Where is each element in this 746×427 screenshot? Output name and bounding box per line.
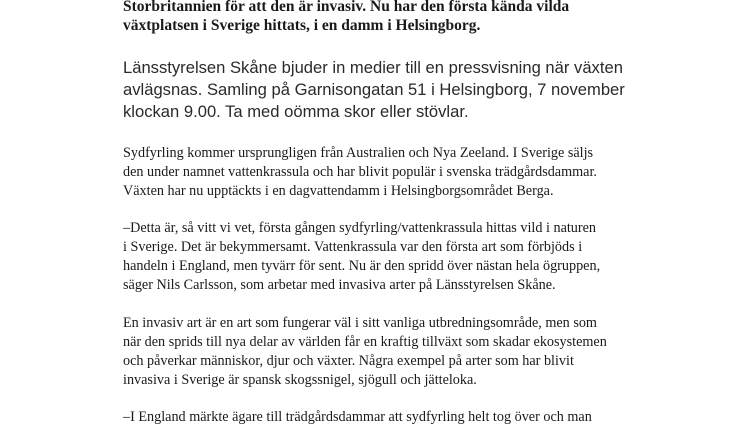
body-line: En invasiv art är en art som fungerar väl i sitt vanliga utbredningsområde, men som bbox=[123, 315, 597, 331]
intro-line: klockan 9.00. Ta med oömma skor eller stövlar. bbox=[123, 102, 469, 121]
body-line: invasiva i Sverige är spansk skogssnigel, sjögull och jätteloka. bbox=[123, 372, 477, 388]
body-line: när den sprids till nya delar av världen får en kraftig tillväxt som skadar ekosystemen bbox=[123, 334, 607, 350]
body-line: Sydfyrling kommer ursprungligen från Australien och Nya Zeeland. I Sverige säljs bbox=[123, 145, 594, 161]
body-paragraph-invasive-definition bbox=[123, 314, 723, 390]
body-line: Växten har nu upptäckts i en dagvattendamm i Helsingborgsområdet Berga. bbox=[123, 183, 554, 199]
intro-paragraph bbox=[123, 57, 723, 123]
body-line: den under namnet vattenkrassula och har blivit populär i svenska trädgårdsdammar. bbox=[123, 164, 597, 180]
body-line: och påverkar människor, djur och växter. Några exempel på arter som har blivit bbox=[123, 353, 574, 369]
body-line: i Sverige. Det är bekymmersamt. Vattenkrassula var den första art som förbjöds i bbox=[123, 239, 583, 255]
body-line: handeln i England, men tyvärr för sent. Nu är den spridd över nästan hela ögruppen, bbox=[123, 258, 601, 274]
body-line: säger Nils Carlsson, som arbetar med invasiva arter på Länsstyrelsen Skåne. bbox=[123, 277, 556, 293]
intro-line: Länsstyrelsen Skåne bjuder in medier till en pressvisning när växten bbox=[123, 58, 623, 77]
lead-line: Storbritannien för att den är invasiv. Nu har den första kända vilda bbox=[123, 0, 570, 15]
body-line: –I England märkte ägare till trädgårdsdammar att sydfyrling helt tog över och man bbox=[123, 409, 592, 425]
intro-line: avlägsnas. Samling på Garnisongatan 51 i Helsingborg, 7 november bbox=[123, 80, 625, 99]
lead-line: växtplatsen i Sverige hittats, i en damm i Helsingborg. bbox=[123, 17, 481, 34]
body-paragraph-england bbox=[123, 408, 723, 427]
body-line: –Detta är, så vitt vi vet, första gången sydfyrling/vattenkrassula hittas vild i naturen bbox=[123, 220, 597, 236]
body-paragraph-quote bbox=[123, 219, 723, 295]
lead-paragraph bbox=[123, 0, 723, 35]
body-paragraph-origin bbox=[123, 144, 723, 201]
